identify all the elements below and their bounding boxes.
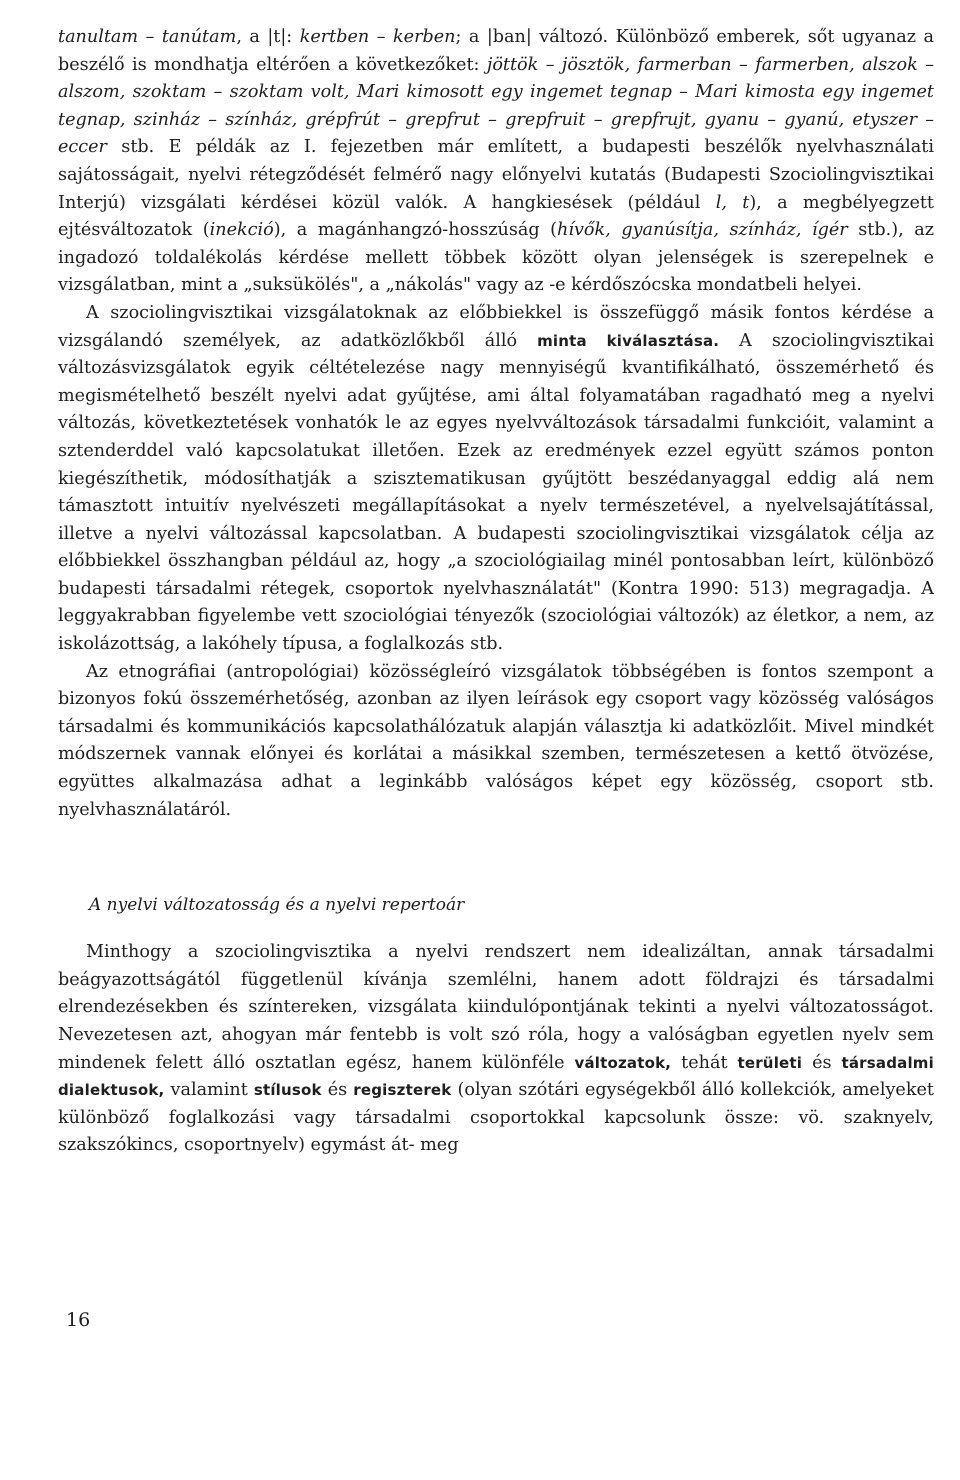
paragraph-3 [58, 659, 934, 825]
italic-example: jöttök – jösztök, farmerban – farmerben, alszok – alszom, szoktam – szoktam volt, Mari kimosott egy ingemet tegnap – Mari kimosta egy ingemet tegnap, szinház – színház, grépfrút – grepfrut – grepfruit – grepfrujt, gyanu – gyanú, etyszer – eccer [58, 54, 934, 158]
bold-term: területi [737, 1053, 803, 1072]
page-number: 16 [66, 1309, 91, 1331]
text-run: A szociolingvisztikai vizsgálatoknak az előbbiekkel is összefüggő másik fontos kérdése a vizsgálandó személyek, az adatközlőkből álló [58, 302, 934, 351]
paragraph-1 [58, 24, 934, 300]
italic-example: hívők, gyanúsítja, színház, ígér [557, 220, 848, 241]
text-run: (olyan szótári egységekből álló kollekciók, amelyeket különböző foglalkozási vagy társadalmi csoportokkal kapcsolunk össze: vö. szaknyelv, szakszókincs, csoportnyelv) egymást át- meg [58, 1080, 934, 1156]
text-run: Az etnográfiai (antropológiai) közösségleíró vizsgálatok többségében is fontos szempont a bizonyos fokú összemérhetőség, azonban az ilyen leírások egy csoport vagy közösség valóságos társadalmi és kommunikációs kapcsolathálózatuk alapján választja ki adatközlőit. Mivel mindkét módszernek vannak előnyei és korlátai a másikkal szemben, természetesen a kettő ötvözése, együttes alkalmazása adhat a leginkább valóságos képet egy közösség, csoport stb. nyelvhasználatáról. [58, 661, 934, 820]
text-run: , a |t|: [236, 27, 300, 47]
text-run: stb.), az ingadozó toldalékolás kérdése mellett többek között olyan jelenségek is szerepelnek e vizsgálatban, mint a „suksükölés", a „nákolás" vagy az -e kérdőszócska mondatbeli helyei. [58, 220, 934, 296]
bold-term: regiszterek [353, 1081, 452, 1100]
text-run: és [321, 1080, 354, 1101]
text-run: stb. E példák az I. fejezetben már említett, a budapesti beszélők nyelvhasználati sajátosságait, nyelvi rétegződését felmérő nagy előnyelvi kutatás (Budapesti Szociolingvisztikai Interjú) vizsgálati kérdései közül valók. A hangkiesések (például [58, 137, 934, 213]
section-paragraph [58, 939, 934, 1160]
text-run: Minthogy a szociolingvisztika a nyelvi rendszert nem idealizáltan, annak társadalmi beágyazottságától függetlenül kívánja szemlélni, hanem adott földrajzi és társadalmi elrendezésekben és színtereken, vizsgálata kiindulópontjának tekinti a nyelvi változatosságot. Nevezetesen azt, ahogyan már fentebb is volt szó róla, hogy a valóságban egyetlen nyelv sem mindenek felett álló osztatlan egész, hanem különféle [58, 942, 934, 1073]
text-run: ), a magánhangzó-hosszúság ( [273, 220, 558, 241]
text-run: ), a megbélyegzett ejtésváltozatok ( [58, 192, 934, 241]
italic-example: l, t [715, 192, 750, 213]
bold-term: társadalmi dialektusok, [58, 1053, 934, 1100]
body-text [58, 24, 934, 824]
text-run: valamint [164, 1080, 254, 1101]
text-run: és [802, 1052, 842, 1073]
italic-example: inekció [209, 220, 274, 241]
bold-term: stílusok [253, 1081, 322, 1100]
italic-example: tanultam – tanútam [58, 27, 237, 47]
paragraph-2 [58, 300, 934, 659]
bold-term: változatok, [574, 1053, 672, 1072]
section-heading: A nyelvi változatosság és a nyelvi repertoár [89, 895, 465, 916]
bold-term: minta kiválasztása. [537, 331, 720, 350]
text-run: tehát [671, 1052, 738, 1073]
text-run: A szociolingvisztikai változásvizsgálatok egyik céltételezése nagy mennyiségű kvantifikálható, összemérhető és megismételhető beszélt nyelvi adat gyűjtése, ami által folyamatában ragadható meg a nyelvi változás, következtetések vonhatók le az egyes nyelvváltozások társadalmi funkcióit, valamint a sztenderddel való kapcsolatukat illetően. Ezek az eredmények ezzel együtt számos ponton kiegészíthetik, módosíthatják a szisztematikusan gyűjtött beszédanyaggal eddig alá nem támasztott intuitív nyelvészeti megállapításokat a nyelv természetével, a nyelvelsajátítással, illetve a nyelvi változással kapcsolatban. A budapesti szociolingvisztikai vizsgálatok célja az előbbiekkel összhangban például az, hogy „a szociológiailag minél pontosabban leírt, különböző budapesti társadalmi rétegek, csoportok nyelvhasználatát" (Kontra 1990: 513) megragadja. A leggyakrabban figyelembe vett szociológiai tényezők (szociológiai változók) az életkor, a nem, az iskolázottság, a lakóhely típusa, a foglalkozás stb. [58, 330, 934, 655]
italic-example: kertben – kerben [299, 27, 456, 47]
text-run: ; a |ban| változó. Különböző emberek, sőt ugyanaz a beszélő is mondhatja eltérően a következőket: [58, 27, 935, 75]
